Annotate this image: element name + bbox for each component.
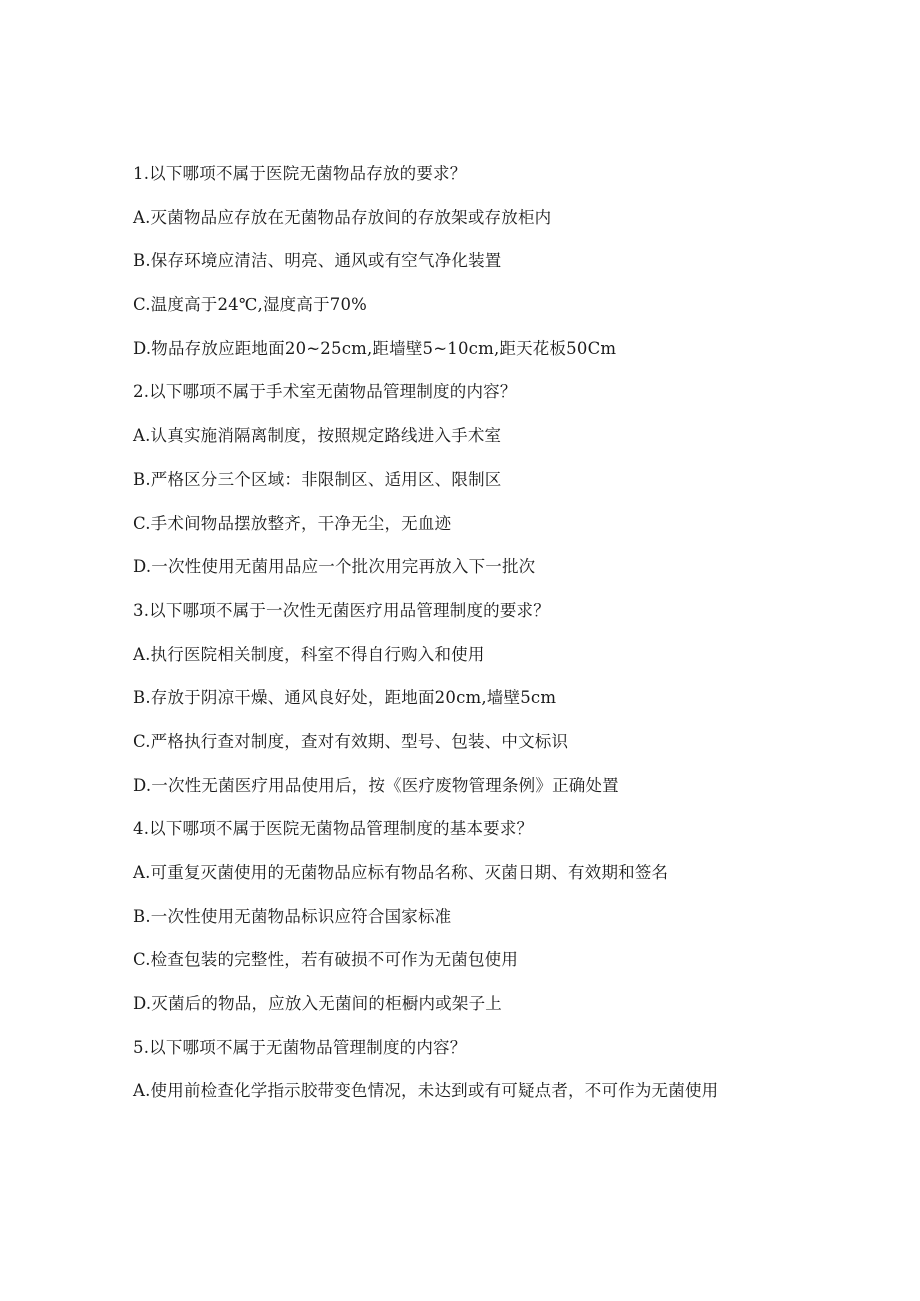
question-1-option-b: B.保存环境应清洁、明亮、通风或有空气净化装置: [133, 251, 502, 271]
question-2-option-a: A.认真实施消隔离制度，按照规定路线进入手术室: [133, 426, 502, 446]
question-4-option-a: A.可重复灭菌使用的无菌物品应标有物品名称、灭菌日期、有效期和签名: [133, 863, 669, 882]
question-2-option-d: D.一次性使用无菌用品应一个批次用完再放入下一批次: [133, 557, 536, 577]
question-4-option-b: B.一次性使用无菌物品标识应符合国家标准: [133, 906, 452, 926]
question-3-option-b: B.存放于阴凉干燥、通风良好处，距地面20cm,墙壁5cm: [133, 688, 557, 708]
question-1-option-a: A.灭菌物品应存放在无菌物品存放间的存放架或存放柜内: [133, 207, 552, 227]
question-5-stem: 5.以下哪项不属于无菌物品管理制度的内容？: [133, 1037, 467, 1057]
question-3-option-c: C.严格执行查对制度，查对有效期、型号、包装、中文标识: [133, 731, 569, 751]
question-list: [133, 162, 893, 1123]
question-4-option-d: D.灭菌后的物品，应放入无菌间的柜橱内或架子上: [133, 994, 502, 1014]
question-4-stem: 4.以下哪项不属于医院无菌物品管理制度的基本要求？: [133, 819, 534, 839]
question-1-option-d: D.物品存放应距地面20~25cm,距墙壁5~10cm,距天花板50Cm: [133, 338, 617, 358]
question-1-option-c: C.温度高于24℃,湿度高于70%: [133, 295, 368, 315]
question-2-stem: 2.以下哪项不属于手术室无菌物品管理制度的内容？: [133, 382, 517, 402]
question-1-stem: 1.以下哪项不属于医院无菌物品存放的要求？: [133, 164, 467, 183]
question-3-option-a: A.执行医院相关制度，科室不得自行购入和使用: [133, 644, 485, 664]
question-2-option-c: C.手术间物品摆放整齐，干净无尘，无血迹: [133, 513, 452, 533]
question-3-stem: 3.以下哪项不属于一次性无菌医疗用品管理制度的要求？: [133, 600, 550, 620]
question-2-option-b: B.严格区分三个区域：非限制区、适用区、限制区: [133, 469, 502, 489]
question-5-option-a: A.使用前检查化学指示胶带变色情况，未达到或有可疑点者，不可作为无菌使用: [133, 1081, 719, 1101]
question-3-option-d: D.一次性无菌医疗用品使用后，按《医疗废物管理条例》正确处置: [133, 775, 619, 795]
question-4-option-c: C.检查包装的完整性，若有破损不可作为无菌包使用: [133, 950, 519, 970]
